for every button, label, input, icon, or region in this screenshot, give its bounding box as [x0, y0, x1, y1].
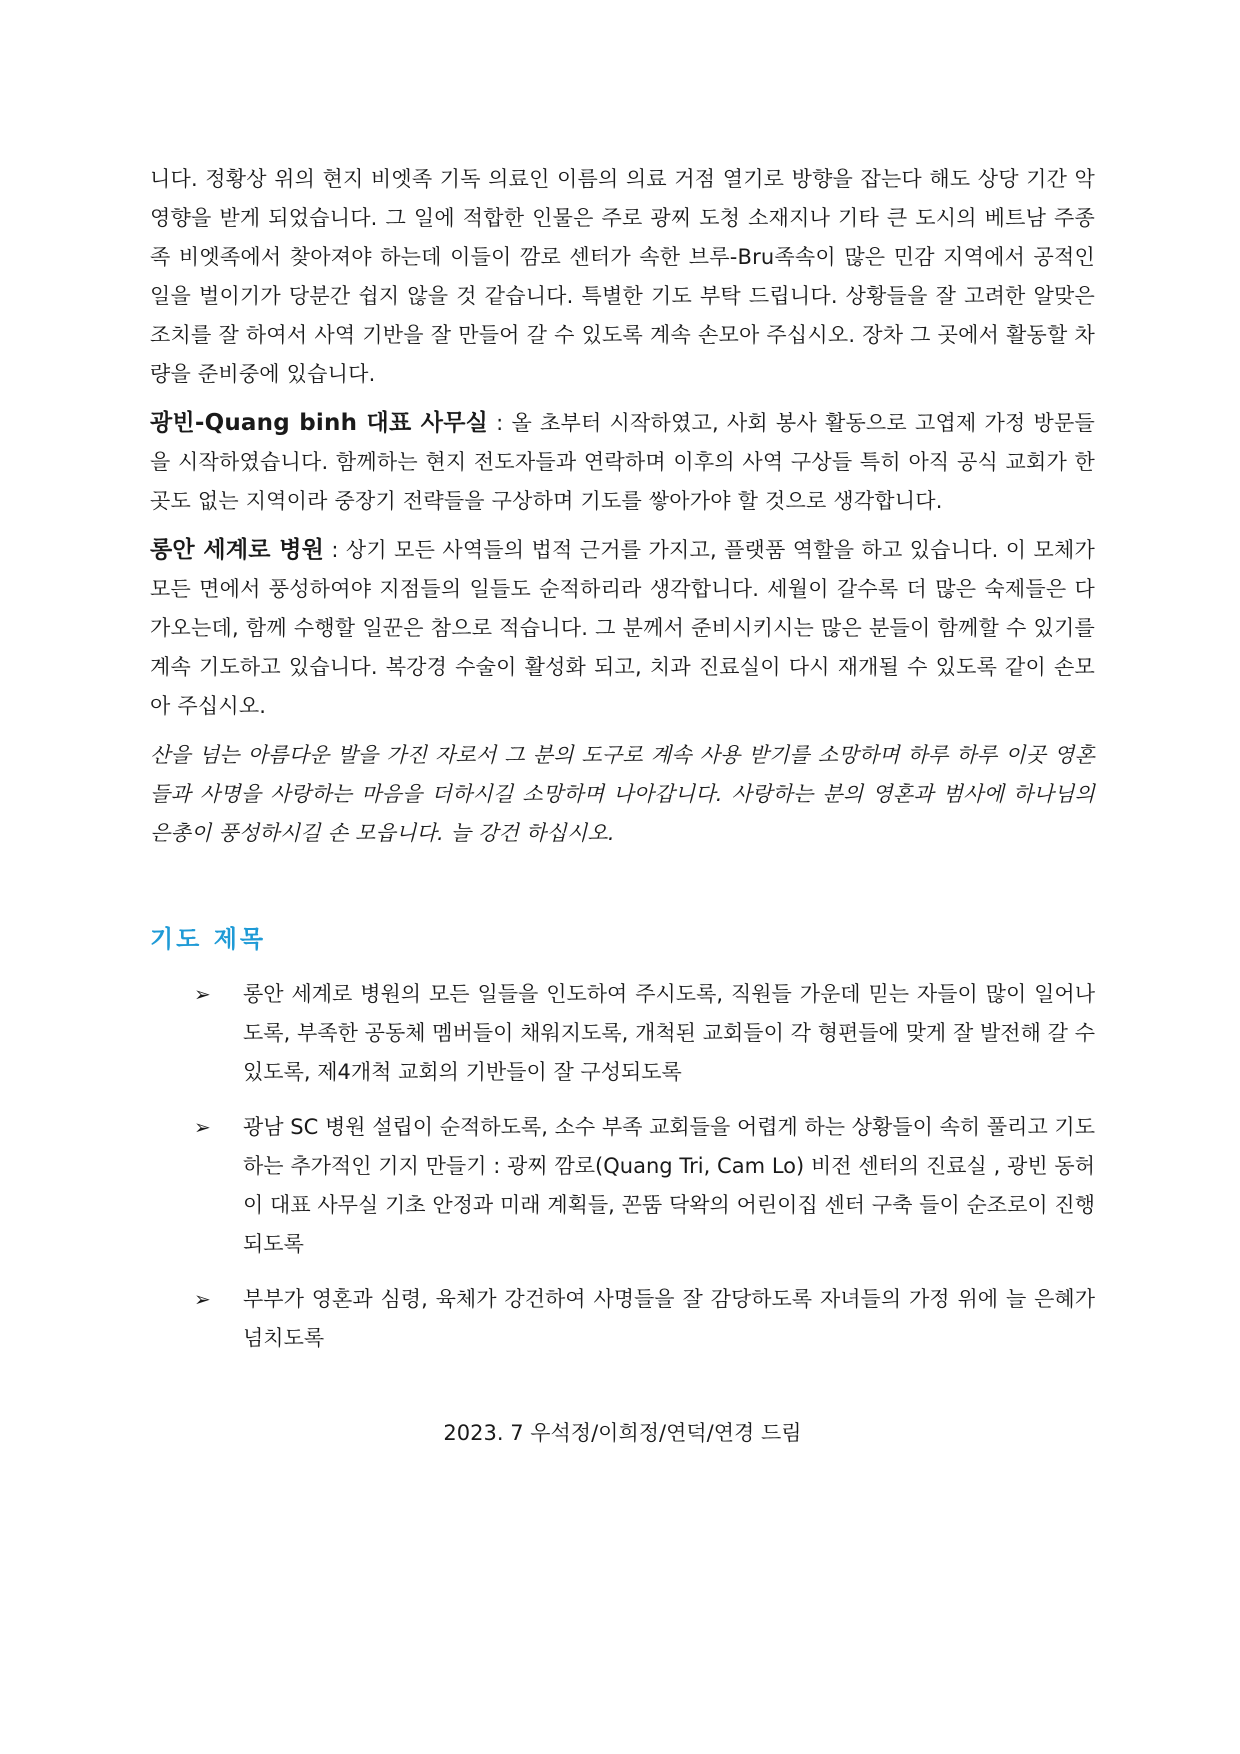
quang-binh-office-text: : 올 초부터 시작하였고, 사회 봉사 활동으로 고엽제 가정 방문들을 시작하였습니다. 함께하는 현지 전도자들과 연락하며 이후의 사역 구상들 특히 아직 공식 교회가 한 곳도 없는 지역이라 중장기 전략들을 구상하며 기도를 쌓아가야 할 것으로 생각합니다. — [150, 411, 1095, 513]
longan-hospital-text: : 상기 모든 사역들의 법적 근거를 가지고, 플랫품 역할을 하고 있습니다. 이 모체가 모든 면에서 풍성하여야 지점들의 일들도 순적하리라 생각합니다. 세월이 갈수록 더 많은 숙제들은 다가오는데, 함께 수행할 일꾼은 참으로 적습니다. 그 분께서 준비시키시는 많은 분들이 함께할 수 있기를 계속 기도하고 있습니다. 복강경 수술이 활성화 되고, 치과 진료실이 다시 재개될 수 있도록 같이 손모아 주십시오. — [150, 538, 1095, 718]
prayer-item — [150, 975, 1095, 1092]
prayer-list — [150, 975, 1095, 1358]
closing-blessing-paragraph: 산을 넘는 아름다운 발을 가진 자로서 그 분의 도구로 계속 사용 받기를 소망하며 하루 하루 이곳 영혼들과 사명을 사랑하는 마음을 더하시길 소망하며 나아갑니다. 사랑하는 분의 영혼과 범사에 하나님의 은총이 풍성하시길 손 모읍니다. 늘 강건 하십시오. — [150, 743, 1095, 845]
paragraph-medical-base: 니다. 정황상 위의 현지 비엣족 기독 의료인 이름의 의료 거점 열기로 방향을 잡는다 해도 상당 기간 악 영향을 받게 되었습니다. 그 일에 적합한 인물은 주로 광찌 도청 소재지나 기타 큰 도시의 베트남 주종족 비엣족에서 찾아져야 하는데 이들이 깜로 센터가 속한 브루-Bru족속이 많은 민감 지역에서 공적인 일을 벌이기가 당분간 쉽지 않을 것 같습니다. 특별한 기도 부탁 드립니다. 상황들을 잘 고려한 알맞은 조치를 잘 하여서 사역 기반을 잘 만들어 갈 수 있도록 계속 손모아 주십시오. 장차 그 곳에서 활동할 차량을 준비중에 있습니다. — [150, 167, 1095, 386]
paragraph-longan-hospital — [150, 531, 1095, 726]
document-page — [150, 160, 1095, 1720]
quang-binh-office-heading: 광빈-Quang binh 대표 사무실 — [150, 410, 489, 436]
prayer-section-title: 기도 제목 — [150, 925, 267, 953]
signature-line: 2023. 7 우석정/이희정/연덕/연경 드림 — [443, 1421, 802, 1445]
prayer-item-text: 광남 SC 병원 설립이 순적하도록, 소수 부족 교회들을 어렵게 하는 상황들이 속히 풀리고 기도하는 추가적인 기지 만들기 : 광찌 깜로(Quang Tri, Cam Lo) 비전 센터의 진료실 , 광빈 동허이 대표 사무실 기초 안정과 미래 계획들, 꼰뚬 닥왁의 어린이집 센터 구축 들이 순조로이 진행되도록 — [243, 1115, 1095, 1256]
prayer-item-text: 롱안 세계로 병원의 모든 일들을 인도하여 주시도록, 직원들 가운데 믿는 자들이 많이 일어나도록, 부족한 공동체 멤버들이 채워지도록, 개척된 교회들이 각 형편들에 맞게 잘 발전해 갈 수 있도록, 제4개척 교회의 기반들이 잘 구성되도록 — [243, 982, 1095, 1084]
prayer-item — [150, 1280, 1095, 1358]
arrow-bullet-icon: ➢ — [194, 1287, 211, 1311]
prayer-item — [150, 1108, 1095, 1264]
longan-hospital-heading: 롱안 세계로 병원 — [150, 537, 325, 563]
arrow-bullet-icon: ➢ — [194, 982, 211, 1006]
prayer-item-text: 부부가 영혼과 심령, 육체가 강건하여 사명들을 잘 감당하도록 자녀들의 가정 위에 늘 은혜가 넘치도록 — [243, 1287, 1095, 1350]
paragraph-quang-binh-office — [150, 404, 1095, 521]
arrow-bullet-icon: ➢ — [194, 1115, 211, 1139]
